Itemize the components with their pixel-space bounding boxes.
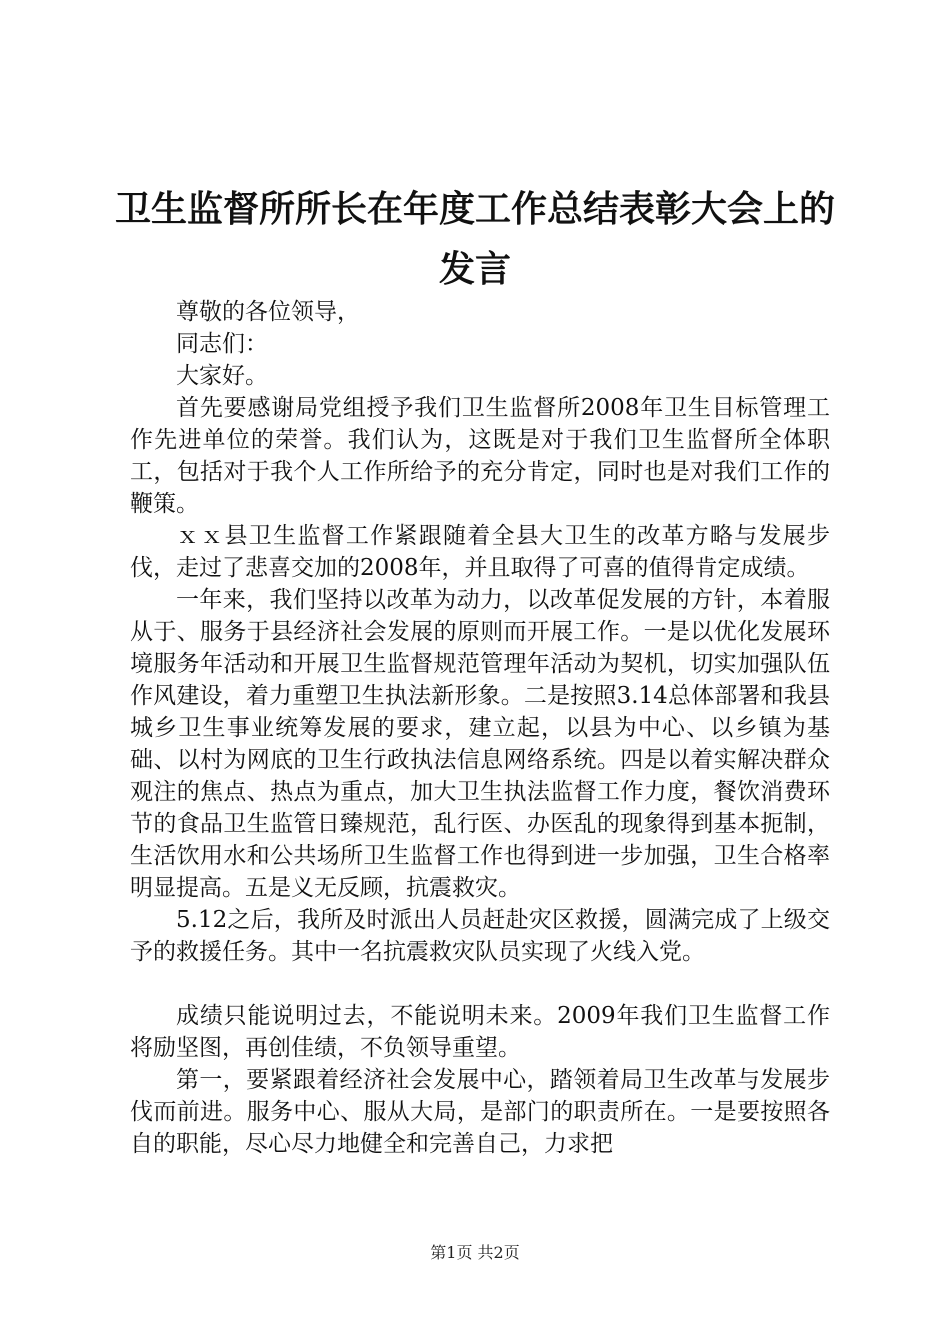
- document-title-line-2: 发言: [438, 249, 511, 290]
- document-title-line-1: 卫生监督所所长在年度工作总结表彰大会上的: [114, 189, 835, 230]
- body-paragraph: 一年来，我们坚持以改革为动力，以改革促发展的方针，本着服从于、服务于县经济社会发展的原则而开展工作。一是以优化发展环境服务年活动和开展卫生监督规范管理年活动为契机，切实加强队伍作风建设，着力重塑卫生执法新形象。二是按照3.14总体部署和我县城乡卫生事业统筹发展的要求，建立起，以县为中心、以乡镇为基础、以村为网底的卫生行政执法信息网络系统。四是以着实解决群众观注的焦点、热点为重点，加大卫生执法监督工作力度，餐饮消费环节的食品卫生监管日臻规范，乱行医、办医乱的现象得到基本扼制，生活饮用水和公共场所卫生监督工作也得到进一步加强，卫生合格率明显提高。五是义无反顾，抗震救灾。: [130, 587, 830, 901]
- page-number-footer: 第1页 共2页: [430, 1243, 520, 1262]
- body-paragraph: 成绩只能说明过去，不能说明未来。2009年我们卫生监督工作将励坚图，再创佳绩，不负领导重望。: [130, 1003, 830, 1061]
- body-paragraph: 5.12之后，我所及时派出人员赶赴灾区救援，圆满完成了上级交予的救援任务。其中一名抗震救灾队员实现了火线入党。: [130, 907, 830, 965]
- greeting-paragraph: 同志们：: [176, 331, 268, 357]
- body-paragraph: 第一，要紧跟着经济社会发展中心，踏领着局卫生改革与发展步伐而前进。服务中心、服从大局，是部门的职责所在。一是要按照各自的职能，尽心尽力地健全和完善自己，力求把: [130, 1067, 830, 1157]
- document-body: [130, 296, 830, 1160]
- body-paragraph: ｘｘ县卫生监督工作紧跟随着全县大卫生的改革方略与发展步伐，走过了悲喜交加的2008年，并且取得了可喜的值得肯定成绩。: [130, 523, 830, 581]
- salutation-paragraph: 尊敬的各位领导，: [176, 299, 360, 325]
- body-paragraph: 首先要感谢局党组授予我们卫生监督所2008年卫生目标管理工作先进单位的荣誉。我们认为，这既是对于我们卫生监督所全体职工，包括对于我个人工作所给予的充分肯定，同时也是对我们工作的鞭策。: [130, 395, 830, 517]
- opening-paragraph: 大家好。: [176, 363, 268, 389]
